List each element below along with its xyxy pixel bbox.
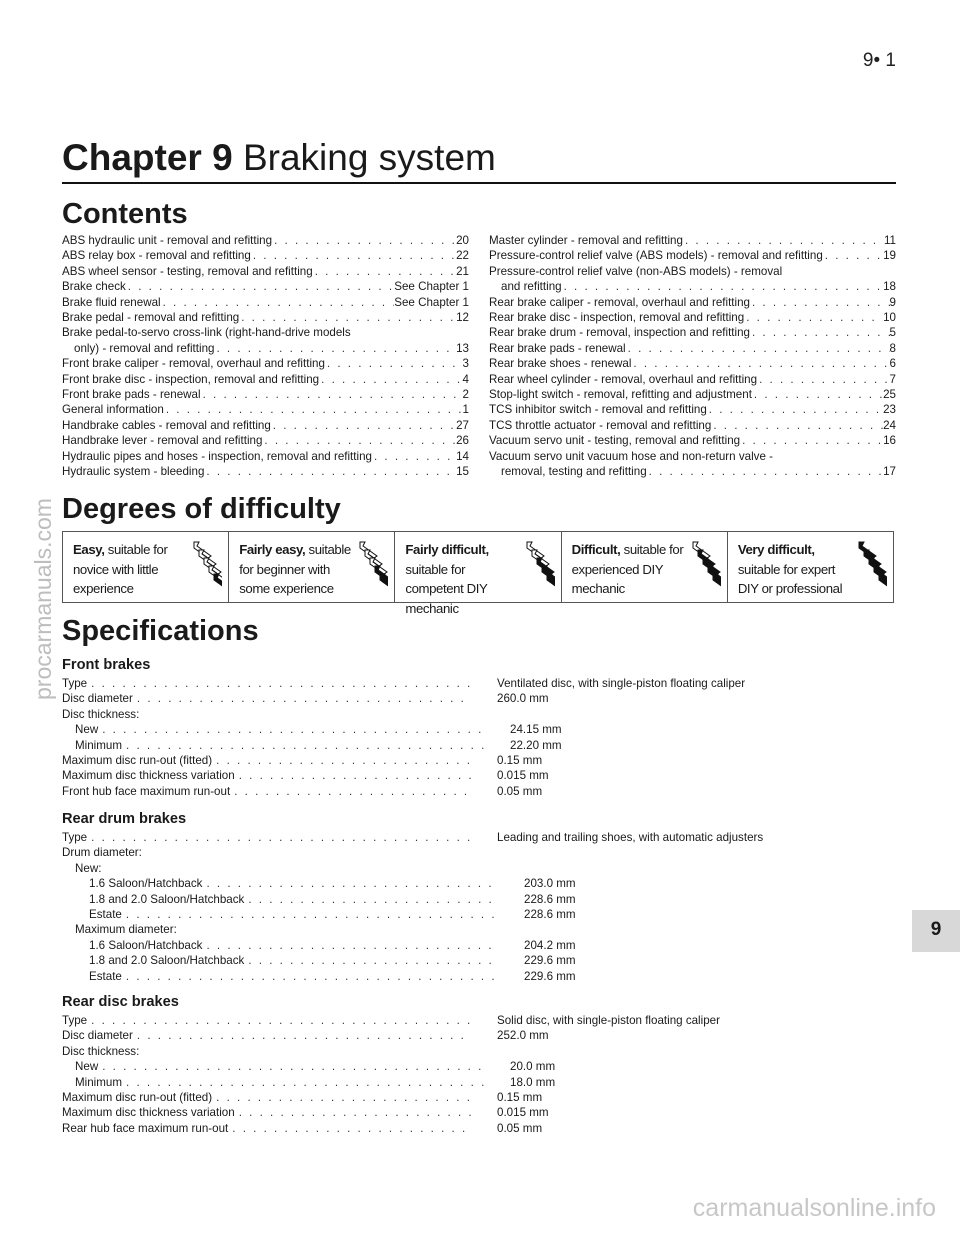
dot-leader [707,402,883,417]
toc-entry [489,402,896,417]
toc-entry-page: 12 [456,311,469,325]
dot-leader [204,464,456,479]
spec-label-cell [62,1105,472,1120]
spec-label-cell [62,861,485,876]
spec-row [62,707,842,722]
toc-entry [62,233,469,248]
watermark-procarmanuals: procarmanuals.com [30,498,56,700]
spec-label-cell [62,922,485,937]
spec-value: 0.15 mm [497,754,543,768]
spec-row [62,892,842,907]
dot-leader [87,1013,472,1028]
dot-leader [126,279,394,294]
toc-entry [62,418,469,433]
difficulty-level [395,532,561,616]
spec-row [62,1013,842,1028]
dot-leader [230,784,472,799]
page-number: 9• 1 [862,50,896,71]
difficulty-description [738,540,854,599]
toc-entry-page: 13 [456,341,469,355]
spec-label: Disc diameter [62,1029,133,1043]
spanner-rating-icon [188,538,222,596]
spec-value: 0.05 mm [497,784,543,798]
chapter-tab [912,910,960,952]
spec-value: 229.6 mm [524,954,576,968]
spec-label-cell [62,845,472,860]
dot-leader [626,341,890,356]
spec-section-heading: Front brakes [62,657,151,673]
dot-leader [212,753,472,768]
spec-label: 1.6 Saloon/Hatchback [89,938,203,952]
contents-right-column [489,233,896,480]
spec-row [62,676,842,691]
spec-label-cell [62,784,472,799]
spec-table [62,1013,842,1136]
spec-label: 1.8 and 2.0 Saloon/Hatchback [89,954,245,968]
toc-entry [489,433,896,448]
toc-entry-title: Handbrake cables - removal and refitting [62,418,271,432]
toc-entry [62,402,469,417]
toc-entry [62,279,469,294]
spec-label: Maximum diameter: [75,923,177,937]
toc-entry-page: 18 [883,280,896,294]
spec-value: 203.0 mm [524,877,576,891]
dot-leader [235,768,472,783]
spec-label: Type [62,1014,88,1027]
spec-label-cell [62,892,499,907]
spec-label: 1.6 Saloon/Hatchback [89,877,203,891]
difficulty-level [63,532,229,602]
dot-leader [750,325,890,340]
dot-leader [214,341,456,356]
dot-leader [235,1105,472,1120]
dot-leader [98,722,485,737]
toc-entry-page: 14 [456,449,469,463]
dot-leader [562,279,884,294]
dot-leader [313,264,456,279]
toc-entry-title: Pressure-control relief valve (ABS models) - removal and refitting [489,249,823,263]
toc-entry-title: Rear brake disc - inspection, removal and refitting [489,311,745,325]
dot-leader [757,372,889,387]
dot-leader [122,969,499,984]
spec-label: Estate [89,908,122,922]
spec-label: Drum diameter: [62,846,142,860]
title-rule [62,182,896,184]
dot-leader [750,295,890,310]
difficulty-label: Very difficult, [737,542,815,557]
toc-entry [62,248,469,263]
dot-leader [262,433,456,448]
spec-row [62,768,842,783]
difficulty-label: Difficult, [571,542,621,557]
spec-value: 0.015 mm [497,769,549,783]
dot-leader [98,1059,485,1074]
spec-row [62,1121,842,1136]
toc-entry-title-cont: removal, testing and refitting [501,465,647,479]
toc-entry-page: 10 [883,311,896,325]
toc-entry-title: Rear brake pads - renewal [489,341,626,355]
spec-row [62,1059,842,1074]
toc-entry [489,449,896,480]
toc-entry-title: Vacuum servo unit vacuum hose and non-return valve - [489,449,773,463]
spec-value [485,922,510,937]
dot-leader [251,248,456,263]
toc-entry [62,295,469,310]
dot-leader [212,1090,472,1105]
toc-entry [62,310,469,325]
difficulty-text: suitable for experienced DIY mechanic [571,542,684,596]
toc-entry-page: 26 [456,434,469,448]
spec-section-heading: Rear disc brakes [62,994,179,1010]
spec-label-cell [62,691,472,706]
toc-entry [489,310,896,325]
specifications-heading: Specifications [62,615,259,647]
dot-leader [244,892,499,907]
spec-value: 0.015 mm [497,1106,549,1120]
toc-entry-title: Rear brake drum - removal, inspection and refitting [489,326,750,340]
toc-entry-continuation [62,341,469,356]
spec-value: 20.0 mm [510,1060,556,1074]
dot-leader [201,387,463,402]
toc-entry [489,325,896,340]
toc-entry-page: 6 [889,357,896,371]
toc-entry-page: 19 [883,249,896,263]
toc-entry [62,433,469,448]
spec-value: 228.6 mm [524,892,576,906]
toc-entry-title-cont: and refitting [501,280,562,294]
toc-entry-page: 16 [883,434,896,448]
difficulty-label: Fairly difficult, [405,542,489,557]
dot-leader [122,907,499,922]
toc-entry [62,449,469,464]
toc-entry-title: Brake pedal-to-servo cross-link (right-hand-drive models [62,326,351,340]
toc-entry-title: ABS wheel sensor - testing, removal and refitting [62,264,313,278]
toc-entry-page: 23 [883,403,896,417]
dot-leader [631,356,889,371]
spec-value [472,1044,497,1059]
toc-entry-title: Front brake caliper - removal, overhaul and refitting [62,357,325,371]
chapter-name: Braking system [242,137,496,178]
difficulty-level [229,532,395,602]
spec-label: Minimum [75,1075,123,1089]
spec-label: Type [62,831,88,844]
difficulty-description [405,540,521,618]
toc-entry-title: ABS hydraulic unit - removal and refitting [62,234,273,247]
toc-entry-continuation [489,279,896,294]
spec-label-cell [62,722,485,737]
toc-entry [489,264,896,295]
spec-row [62,876,842,891]
dot-leader [683,233,884,248]
spec-label: Disc thickness: [62,1044,140,1058]
spec-label: New [75,1060,99,1074]
dot-leader [372,449,456,464]
chapter-number: Chapter 9 [62,137,233,178]
spec-row [62,969,842,984]
toc-entry-page: 2 [462,388,469,402]
toc-entry [489,341,896,356]
watermark-carmanualsonline: carmanualsonline.info [692,1194,936,1222]
spec-row [62,953,842,968]
difficulty-level [728,532,893,602]
spec-row [62,722,842,737]
spec-label: Type [62,677,88,690]
spec-label-cell [62,876,499,891]
spec-value [485,861,510,876]
spec-row [62,938,842,953]
spec-label-cell [62,738,485,753]
spec-label: Rear hub face maximum run-out [62,1121,229,1135]
toc-entry-title: TCS throttle actuator - removal and refitting [489,418,712,432]
dot-leader [740,433,883,448]
spec-label-cell [62,676,472,691]
difficulty-text: suitable for beginner with some experience [239,542,351,596]
dot-leader [325,356,463,371]
spec-label-cell [62,969,499,984]
spec-label: Minimum [75,738,123,752]
toc-entry-page: 11 [883,234,896,247]
dot-leader [647,464,883,479]
difficulty-text: suitable for novice with little experience [73,542,168,596]
spec-row [62,922,842,937]
toc-entry [62,387,469,402]
difficulty-table [62,531,894,616]
toc-entry [62,325,469,356]
toc-entry-page: 4 [462,372,469,386]
toc-entry-page: 7 [889,372,896,386]
spec-value: 0.05 mm [497,1121,543,1135]
spec-label: Front hub face maximum run-out [62,784,231,798]
spec-row [62,830,842,845]
spec-value: 18.0 mm [510,1075,556,1089]
spec-value [472,845,497,860]
spec-label-cell [62,1121,472,1136]
dot-leader [272,233,456,248]
spec-label-cell [62,1075,485,1090]
toc-entry-title: Vacuum servo unit - testing, removal and refitting [489,434,741,448]
spec-table [62,830,842,984]
spec-label: Disc diameter [62,692,133,706]
dot-leader [202,938,499,953]
difficulty-level [562,532,728,602]
difficulty-text: suitable for competent DIY mechanic [405,561,488,616]
dot-leader [244,953,499,968]
spec-row [62,738,842,753]
toc-entry-title-cont: only) - removal and refitting [74,341,215,355]
spec-value: Leading and trailing shoes, with automatic adjusters [497,831,764,844]
toc-entry-title: General information [62,403,164,417]
toc-entry-page: 27 [456,418,469,432]
spec-row [62,845,842,860]
spanner-rating-icon [687,538,721,596]
toc-entry [489,295,896,310]
spec-row [62,784,842,799]
spec-row [62,1028,842,1043]
dot-leader [744,310,883,325]
spec-row [62,861,842,876]
toc-entry-title: Brake check [62,280,126,294]
toc-entry [62,264,469,279]
toc-entry-title: Rear brake caliper - removal, overhaul and refitting [489,295,750,309]
spec-value: 22.20 mm [510,738,562,752]
spec-label-cell [62,753,472,768]
toc-entry-page: 3 [462,357,469,371]
toc-entry-page: 25 [883,388,896,402]
toc-entry-title: TCS inhibitor switch - removal and refitting [489,403,707,417]
spec-label-cell [62,830,472,845]
dot-leader [87,676,472,691]
spec-value: 0.15 mm [497,1091,543,1105]
dot-leader [122,1075,485,1090]
toc-entry-title: Front brake pads - renewal [62,388,201,402]
spec-label-cell [62,1028,472,1043]
spec-label: 1.8 and 2.0 Saloon/Hatchback [89,892,245,906]
spec-value: 229.6 mm [524,969,576,983]
spec-value [472,707,497,722]
spec-row [62,1044,842,1059]
dot-leader [87,830,472,845]
toc-entry-page: 8 [889,341,896,355]
toc-entry [489,233,896,248]
difficulty-heading: Degrees of difficulty [62,493,341,525]
contents-left-column [62,233,469,480]
spec-value: 252.0 mm [497,1029,549,1043]
spec-label-cell [62,707,472,722]
chapter-title [62,136,496,180]
difficulty-label: Fairly easy, [239,542,306,557]
dot-leader [202,876,499,891]
spec-row [62,907,842,922]
toc-entry-page: See Chapter 1 [394,295,469,309]
dot-leader [133,691,472,706]
spec-value: Ventilated disc, with single-piston floating caliper [497,677,746,690]
dot-leader [164,402,463,417]
spec-label: Maximum disc run-out (fitted) [62,754,213,768]
spanner-rating-icon [521,538,555,596]
spanner-rating-icon [853,538,887,596]
spec-label-cell [62,1013,472,1028]
chapter-tab-label: 9 [930,919,942,940]
toc-entry-page: 9 [889,295,896,309]
toc-entry [489,372,896,387]
spec-value: 204.2 mm [524,938,576,952]
spec-label: Maximum disc run-out (fitted) [62,1091,213,1105]
difficulty-description [73,540,189,599]
toc-entry-page: 5 [889,326,896,340]
dot-leader [239,310,456,325]
toc-entry [62,464,469,479]
spec-label-cell [62,938,499,953]
spec-table [62,676,842,799]
toc-entry-title: Hydraulic system - bleeding [62,465,205,479]
dot-leader [161,295,395,310]
toc-entry-title: Stop-light switch - removal, refitting and adjustment [489,388,752,402]
toc-entry-title: Pressure-control relief valve (non-ABS models) - removal [489,264,783,278]
spec-label: New [75,723,99,737]
difficulty-text: suitable for expert DIY or professional [737,561,843,596]
dot-leader [271,418,456,433]
toc-entry-page: 15 [456,465,469,479]
contents-heading: Contents [62,198,188,230]
spec-row [62,691,842,706]
toc-entry-page: 1 [462,403,469,417]
spanner-rating-icon [354,538,388,596]
toc-entry-title: Master cylinder - removal and refitting [489,234,683,247]
toc-entry-title: Rear brake shoes - renewal [489,357,632,371]
toc-entry-page: See Chapter 1 [394,280,469,294]
toc-entry-title: Front brake disc - inspection, removal and refitting [62,372,320,386]
toc-entry [62,356,469,371]
spec-row [62,1090,842,1105]
spec-section-heading: Rear drum brakes [62,811,187,827]
spec-label-cell [62,1044,472,1059]
toc-entry [489,248,896,263]
toc-entry-title: Brake pedal - removal and refitting [62,311,240,325]
dot-leader [133,1028,472,1043]
spec-label: Estate [89,969,122,983]
spec-value: 228.6 mm [524,908,576,922]
dot-leader [711,418,883,433]
spec-label-cell [62,768,472,783]
dot-leader [823,248,883,263]
spec-label-cell [62,953,499,968]
spec-label: New: [75,861,102,875]
spec-value: 24.15 mm [510,723,562,737]
toc-entry [489,356,896,371]
spec-label: Maximum disc thickness variation [62,1106,235,1120]
dot-leader [319,372,462,387]
dot-leader [122,738,485,753]
spec-value: 260.0 mm [497,692,549,706]
spec-row [62,1075,842,1090]
spec-row [62,753,842,768]
toc-entry-page: 17 [883,465,896,479]
toc-entry [62,372,469,387]
dot-leader [228,1121,472,1136]
toc-entry-title: ABS relay box - removal and refitting [62,249,251,263]
toc-entry-title: Handbrake lever - removal and refitting [62,434,263,448]
difficulty-description [239,540,355,599]
toc-entry-title: Brake fluid renewal [62,295,161,309]
difficulty-label: Easy, [73,542,105,557]
spec-label-cell [62,1090,472,1105]
spec-label: Maximum disc thickness variation [62,769,235,783]
dot-leader [752,387,883,402]
toc-entry-title: Hydraulic pipes and hoses - inspection, removal and refitting [62,449,372,463]
spec-label-cell [62,907,499,922]
spec-row [62,1105,842,1120]
toc-entry-page: 22 [456,249,469,263]
spec-label-cell [62,1059,485,1074]
toc-entry-continuation [489,464,896,479]
toc-entry-page: 21 [456,264,469,278]
toc-entry-title: Rear wheel cylinder - removal, overhaul and refitting [489,372,758,386]
toc-entry [489,387,896,402]
spec-label: Disc thickness: [62,707,140,721]
toc-entry-page: 20 [456,234,469,247]
toc-entry-page: 24 [883,418,896,432]
toc-entry [489,418,896,433]
difficulty-description [572,540,688,599]
spec-value: Solid disc, with single-piston floating caliper [497,1014,720,1027]
